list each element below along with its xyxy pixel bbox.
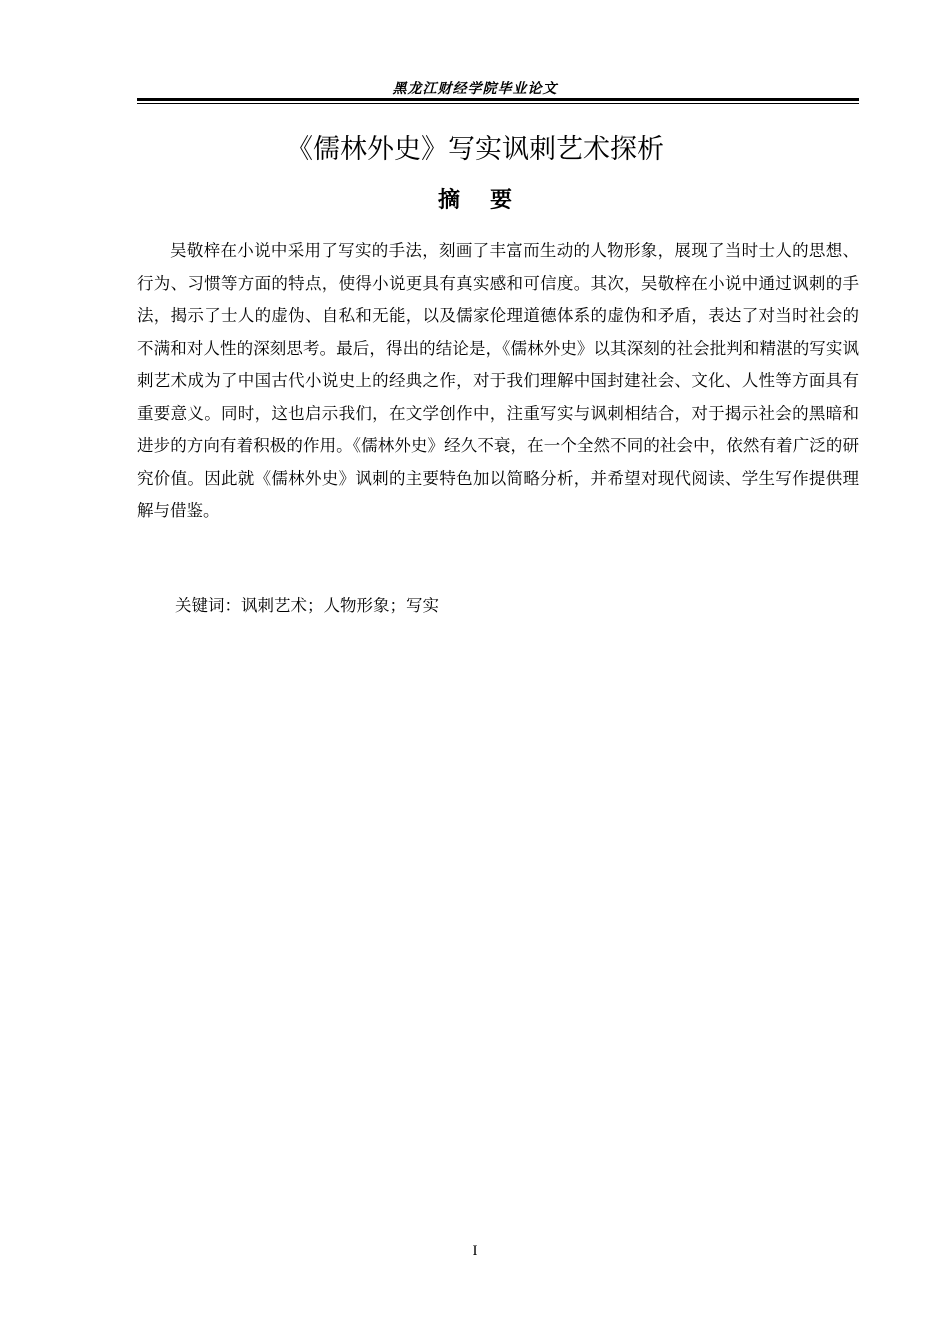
abstract-heading: 摘要 (437, 188, 542, 213)
header-rule-thick (137, 98, 859, 101)
document-title: 《儒林外史》写实讽刺艺术探析 (286, 134, 664, 165)
running-header: 黑龙江财经学院毕业论文 (392, 81, 558, 97)
page-number: I (472, 1243, 478, 1259)
abstract-paragraph: 吴敬梓在小说中采用了写实的手法，刻画了丰富而生动的人物形象，展现了当时士人的思想、行为、习惯等方面的特点，使得小说更具有真实感和可信度。其次，吴敬梓在小说中通过讽刺的手法，揭示了士人的虚伪、自私和无能，以及儒家伦理道德体系的虚伪和矛盾，表达了对当时社会的不满和对人性的深刻思考。最后，得出的结论是，《儒林外史》以其深刻的社会批判和精湛的写实讽刺艺术成为了中国古代小说史上的经典之作，对于我们理解中国封建社会、文化、人性等方面具有重要意义。同时，这也启示我们，在文学创作中，注重写实与讽刺相结合，对于揭示社会的黑暗和进步的方向有着积极的作用。《儒林外史》经久不衰，在一个全然不同的社会中，依然有着广泛的研究价值。因此就《儒林外史》讽刺的主要特色加以简略分析，并希望对现代阅读、学生写作提供理解与借鉴。 (137, 241, 859, 520)
header-rule-thin (137, 103, 859, 104)
keywords-line (175, 592, 439, 620)
keywords-label: 关键词： (175, 596, 241, 615)
keywords-list: 讽刺艺术；人物形象；写实 (241, 596, 439, 615)
